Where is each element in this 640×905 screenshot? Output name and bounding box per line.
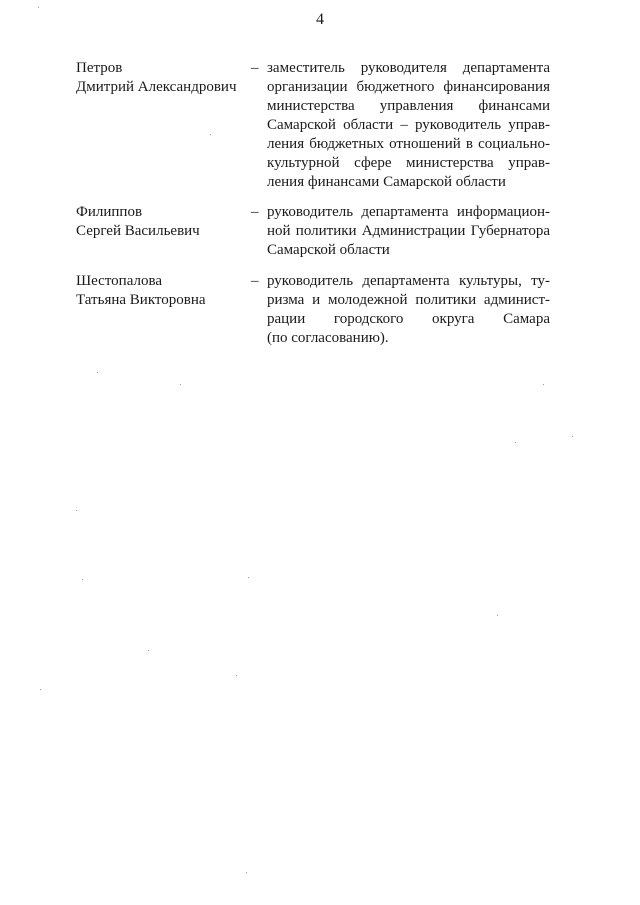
scan-speck — [210, 134, 211, 135]
position-line: министерства управления финансами — [267, 98, 550, 114]
scan-speck — [543, 384, 544, 385]
scan-speck — [148, 650, 149, 651]
page-number: 4 — [316, 11, 324, 28]
member-position — [267, 203, 550, 260]
position-line: заместитель руководителя департамента — [267, 60, 550, 76]
scan-speck — [180, 384, 181, 385]
position-line: Самарской области — [267, 242, 390, 258]
member-given-names: Татьяна Викторовна — [76, 292, 206, 308]
scan-speck — [497, 615, 498, 616]
position-line: ления финансами Самарской области — [267, 174, 506, 190]
member-name — [76, 272, 256, 310]
scan-speck — [76, 510, 77, 511]
scan-speck — [38, 7, 39, 8]
member-given-names: Сергей Васильевич — [76, 223, 200, 239]
scan-speck — [572, 436, 573, 437]
position-line: ления бюджетных отношений в социально- — [267, 136, 550, 152]
position-line: Самарской области – руководитель управ- — [267, 117, 550, 133]
scan-speck — [248, 577, 249, 578]
position-line: руководитель департамента культуры, ту- — [267, 273, 550, 289]
position-line: культурной сфере министерства управ- — [267, 155, 550, 171]
member-given-names: Дмитрий Александрович — [76, 79, 237, 95]
member-position — [267, 272, 550, 348]
separator-dash: – — [251, 60, 259, 76]
position-line: руководитель департамента информацион- — [267, 204, 550, 220]
separator-dash: – — [251, 204, 259, 220]
separator-dash: – — [251, 273, 259, 289]
member-name — [76, 203, 256, 241]
position-line: ной политики Администрации Губернатора — [267, 223, 550, 239]
scan-speck — [515, 442, 516, 443]
member-name — [76, 59, 256, 97]
scan-speck — [97, 372, 98, 373]
member-surname: Филиппов — [76, 204, 143, 220]
scan-speck — [236, 675, 237, 676]
scan-speck — [82, 579, 83, 580]
member-position — [267, 59, 550, 192]
position-line: ризма и молодежной политики админист- — [267, 292, 550, 308]
position-line: (по согласованию). — [267, 330, 389, 346]
scan-speck — [246, 872, 247, 873]
member-surname: Петров — [76, 60, 123, 76]
position-line: организации бюджетного финансирования — [267, 79, 550, 95]
scan-speck — [40, 689, 41, 690]
member-surname: Шестопалова — [76, 273, 163, 289]
position-line: рации городского округа Самара — [267, 311, 550, 327]
